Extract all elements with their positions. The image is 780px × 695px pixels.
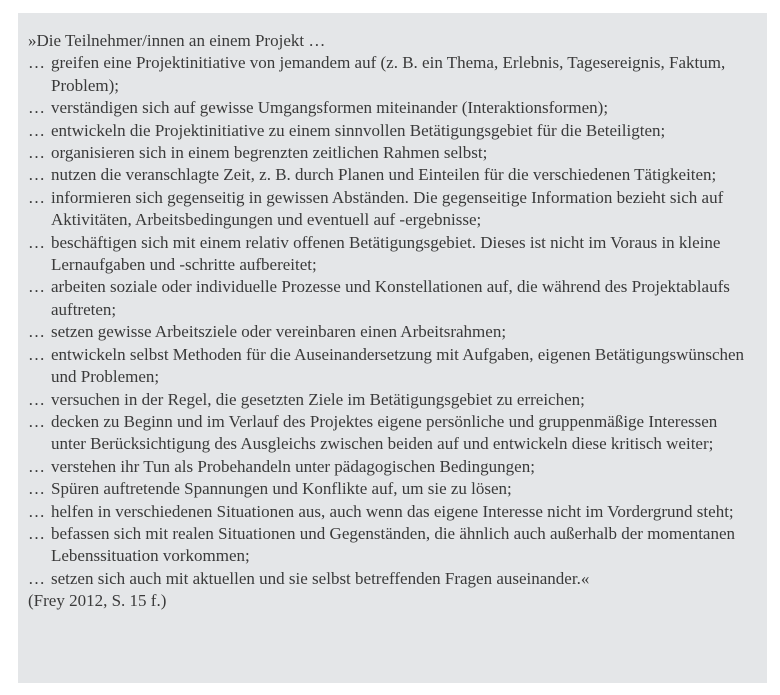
list-item-text: entwickeln die Projektinitiative zu einem sinnvollen Betätigungsgebiet für die Beteiligten; bbox=[51, 120, 666, 140]
list-item bbox=[28, 344, 752, 389]
list-item-text: arbeiten soziale oder individuelle Prozesse und Konstellationen auf, die während des Projektablaufs auftreten; bbox=[51, 277, 730, 319]
list-item bbox=[28, 389, 752, 411]
list-item bbox=[28, 568, 752, 590]
citation: (Frey 2012, S. 15 f.) bbox=[28, 591, 167, 611]
list-item-text: verständigen sich auf gewisse Umgangsformen miteinander (Interaktionsformen); bbox=[51, 98, 609, 118]
list-item bbox=[28, 97, 752, 119]
quote-intro: »Die Teilnehmer/innen an einem Projekt … bbox=[28, 31, 326, 50]
list-item bbox=[28, 523, 752, 568]
ellipsis-marker: … bbox=[28, 232, 45, 252]
ellipsis-marker: … bbox=[28, 143, 45, 163]
list-item-text: decken zu Beginn und im Verlauf des Projektes eigene persönliche und gruppenmäßige Interessen unter Berücksichtigung des Ausgleichs zwischen beiden auf und entwickeln diese kritisch weiter; bbox=[51, 411, 718, 454]
list-item-text: setzen gewisse Arbeitsziele oder vereinbaren einen Arbeitsrahmen; bbox=[51, 322, 507, 342]
list-item-text: verstehen ihr Tun als Probehandeln unter pädagogischen Bedingungen; bbox=[51, 456, 535, 476]
ellipsis-marker: … bbox=[28, 389, 45, 409]
list-item-text: greifen eine Projektinitiative von jemandem auf (z. B. ein Thema, Erlebnis, Tagesereignis, Faktum, Problem); bbox=[51, 53, 726, 95]
ellipsis-marker: … bbox=[28, 98, 45, 118]
ellipsis-marker: … bbox=[28, 187, 45, 207]
list-item-text: beschäftigen sich mit einem relativ offenen Betätigungsgebiet. Dieses ist nicht im Voraus in kleine Lernaufgaben und -schritte aufbereitet; bbox=[51, 232, 721, 275]
list-item bbox=[28, 456, 752, 478]
ellipsis-marker: … bbox=[28, 479, 45, 499]
list-item-text: organisieren sich in einem begrenzten zeitlichen Rahmen selbst; bbox=[51, 143, 488, 163]
ellipsis-marker: … bbox=[28, 523, 45, 543]
list-item-text: Spüren auftretende Spannungen und Konflikte auf, um sie zu lösen; bbox=[51, 479, 512, 499]
list-item-text: entwickeln selbst Methoden für die Auseinandersetzung mit Aufgaben, eigenen Betätigungswünschen und Problemen; bbox=[51, 344, 745, 387]
ellipsis-marker: … bbox=[28, 277, 45, 297]
list-item-text: setzen sich auch mit aktuellen und sie selbst betreffenden Fragen auseinander.« bbox=[51, 568, 590, 588]
list-item bbox=[28, 187, 752, 232]
ellipsis-marker: … bbox=[28, 456, 45, 476]
ellipsis-marker: … bbox=[28, 501, 45, 521]
list-item bbox=[28, 501, 752, 523]
list-item bbox=[28, 164, 752, 186]
list-item bbox=[28, 276, 752, 321]
list-item bbox=[28, 321, 752, 343]
quote-box bbox=[18, 13, 767, 683]
list-item bbox=[28, 232, 752, 277]
list-item bbox=[28, 411, 752, 456]
ellipsis-marker: … bbox=[28, 344, 45, 364]
list-item-text: informieren sich gegenseitig in gewissen Abständen. Die gegenseitige Information bezieht sich auf Aktivitäten, Arbeitsbedingungen und eventuell auf -ergebnisse; bbox=[51, 187, 724, 230]
list-item-text: helfen in verschiedenen Situationen aus, auch wenn das eigene Interesse nicht im Vordergrund steht; bbox=[51, 501, 734, 521]
list-item bbox=[28, 120, 752, 142]
ellipsis-marker: … bbox=[28, 411, 45, 431]
ellipsis-marker: … bbox=[28, 322, 45, 342]
list-item-text: nutzen die veranschlagte Zeit, z. B. durch Planen und Einteilen für die verschiedenen Tätigkeiten; bbox=[51, 165, 717, 185]
ellipsis-marker: … bbox=[28, 53, 45, 73]
ellipsis-marker: … bbox=[28, 568, 45, 588]
list-item bbox=[28, 478, 752, 500]
list-item-text: befassen sich mit realen Situationen und Gegenständen, die ähnlich auch außerhalb der momentanen Lebenssituation vorkommen; bbox=[51, 523, 736, 566]
list-item bbox=[28, 52, 752, 97]
list-item bbox=[28, 142, 752, 164]
ellipsis-marker: … bbox=[28, 120, 45, 140]
ellipsis-marker: … bbox=[28, 165, 45, 185]
list-item-text: versuchen in der Regel, die gesetzten Ziele im Betätigungsgebiet zu erreichen; bbox=[51, 389, 585, 409]
